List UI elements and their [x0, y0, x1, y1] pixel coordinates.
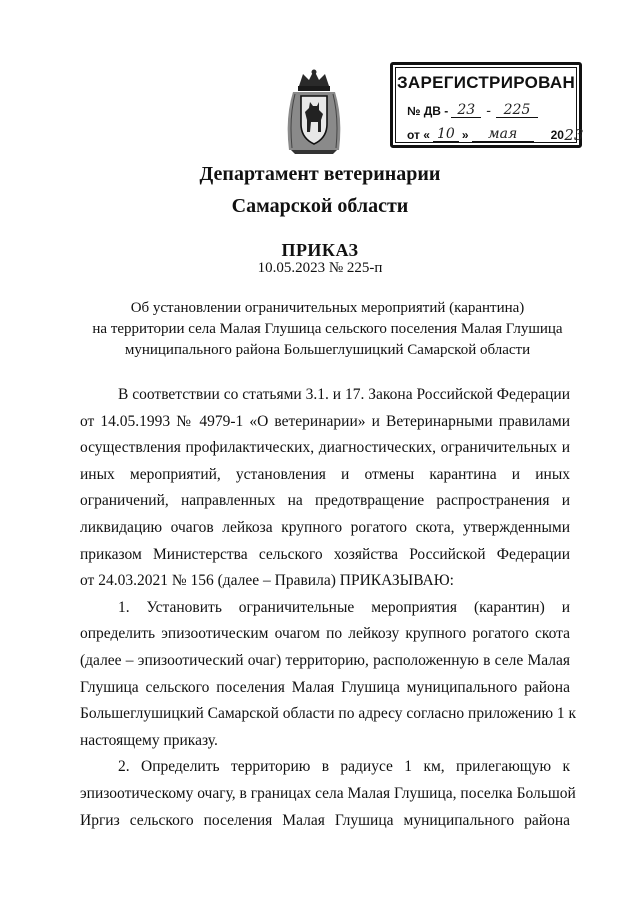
subject-line: Об установлении ограничительных мероприятий (карантина)	[130, 300, 525, 316]
stamp-date-line	[407, 127, 587, 142]
stamp-number-part1: 23	[451, 103, 481, 118]
body-line: 1. Установить ограничительные мероприятия (карантин) и	[118, 598, 570, 616]
body-line: В соответствии со статьями 3.1. и 17. Закона Российской Федерации	[118, 386, 570, 403]
body-line: иных мероприятий, установления и отмены карантина и иных	[80, 465, 570, 483]
stamp-date-year-suffix: 23	[564, 126, 584, 144]
coat-of-arms-icon	[283, 68, 345, 156]
stamp-number-prefix: № ДВ -	[407, 104, 449, 118]
body-line: осуществления профилактических, диагностических, ограничительных и	[80, 439, 570, 457]
stamp-date-month: мая	[472, 127, 534, 142]
body-line: 2. Определить территорию в радиусе 1 км, прилегающую к	[118, 758, 570, 776]
body-line: Глушица сельского поселения Малая Глушица муниципального района	[80, 678, 570, 696]
subject-line: на территории села Малая Глушица сельского поселения Малая Глушица	[92, 321, 563, 337]
stamp-date-day: 10	[433, 127, 459, 142]
stamp-number-part2: 225	[496, 103, 538, 118]
stamp-date-mid: »	[461, 128, 469, 142]
order-subject	[60, 298, 595, 361]
department-name-line1: Департамент ветеринарии	[199, 163, 441, 185]
subject-line: муниципального района Большеглушицкий Самарской области	[124, 342, 531, 358]
stamp-date-prefix: от «	[407, 128, 430, 142]
body-line: от 14.05.1993 № 4979-1 «О ветеринарии» и Ветеринарными правилами	[80, 412, 570, 430]
body-line: от 24.03.2021 № 156 (далее – Правила) ПРИКАЗЫВАЮ:	[80, 572, 454, 590]
body-line: ограничений, направленных на предотвращение распространения и	[80, 492, 570, 510]
stamp-title: ЗАРЕГИСТРИРОВАН	[396, 73, 576, 92]
order-title: ПРИКАЗ	[281, 240, 359, 260]
registration-stamp	[390, 62, 582, 148]
body-line: определить эпизоотическим очагом по лейкозу крупного рогатого скота	[80, 625, 570, 643]
stamp-number-line	[407, 103, 541, 118]
department-name-line2: Самарской области	[231, 195, 409, 217]
body-line: ликвидацию очагов лейкоза крупного рогатого скота, утвержденными	[80, 518, 570, 536]
order-date-number: 10.05.2023 № 225-п	[257, 260, 383, 276]
body-line: (далее – эпизоотический очаг) территорию, расположенную в селе Малая	[80, 651, 570, 669]
stamp-number-sep: -	[486, 103, 491, 119]
body-line: эпизоотическому очагу, в границах села Малая Глушица, поселка Большой	[80, 784, 576, 802]
stamp-date-year-prefix: 20	[550, 128, 564, 142]
body-line: Иргиз сельского поселения Малая Глушица муниципального района	[80, 811, 570, 829]
body-line: Большеглушицкий Самарской области по адресу согласно приложению 1 к	[80, 705, 577, 723]
body-line: настоящему приказу.	[80, 731, 218, 749]
order-body	[80, 382, 577, 834]
body-line: приказом Министерства сельского хозяйства Российской Федерации	[80, 545, 570, 563]
